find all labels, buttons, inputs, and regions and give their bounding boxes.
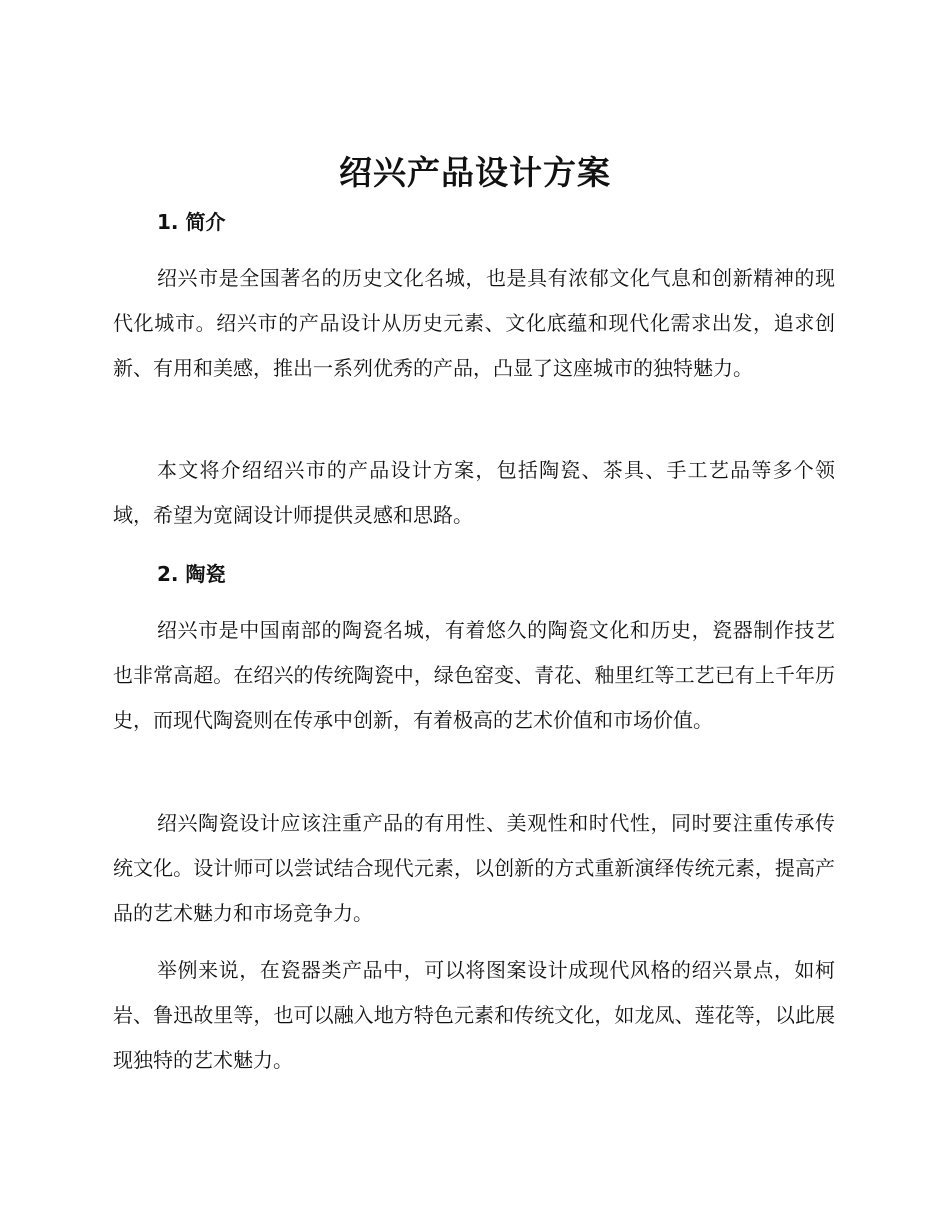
section-heading-ceramics: 2. 陶瓷 <box>157 562 226 586</box>
paragraph-ceramics-3: 举例来说，在瓷器类产品中，可以将图案设计成现代风格的绍兴景点，如柯岩、鲁迅故里等，也可以融入地方特色元素和传统文化，如龙凤、莲花等，以此展现独特的艺术魅力。 <box>113 958 835 1072</box>
paragraph-intro-1: 绍兴市是全国著名的历史文化名城，也是具有浓郁文化气息和创新精神的现代化城市。绍兴市的产品设计从历史元素、文化底蕴和现代化需求出发，追求创新、有用和美感，推出一系列优秀的产品，凸显了这座城市的独特魅力。 <box>113 266 835 380</box>
paragraph-ceramics-1: 绍兴市是中国南部的陶瓷名城，有着悠久的陶瓷文化和历史，瓷器制作技艺也非常高超。在绍兴的传统陶瓷中，绿色窑变、青花、釉里红等工艺已有上千年历史，而现代陶瓷则在传承中创新，有着极高的艺术价值和市场价值。 <box>113 618 835 732</box>
paragraph-ceramics-2: 绍兴陶瓷设计应该注重产品的有用性、美观性和时代性，同时要注重传承传统文化。设计师可以尝试结合现代元素，以创新的方式重新演绎传统元素，提高产品的艺术魅力和市场竞争力。 <box>113 811 835 925</box>
section-heading-intro: 1. 简介 <box>157 210 226 234</box>
document-title: 绍兴产品设计方案 <box>339 153 611 192</box>
paragraph-intro-2: 本文将介绍绍兴市的产品设计方案，包括陶瓷、茶具、手工艺品等多个领域，希望为宽阔设计师提供灵感和思路。 <box>113 458 835 527</box>
